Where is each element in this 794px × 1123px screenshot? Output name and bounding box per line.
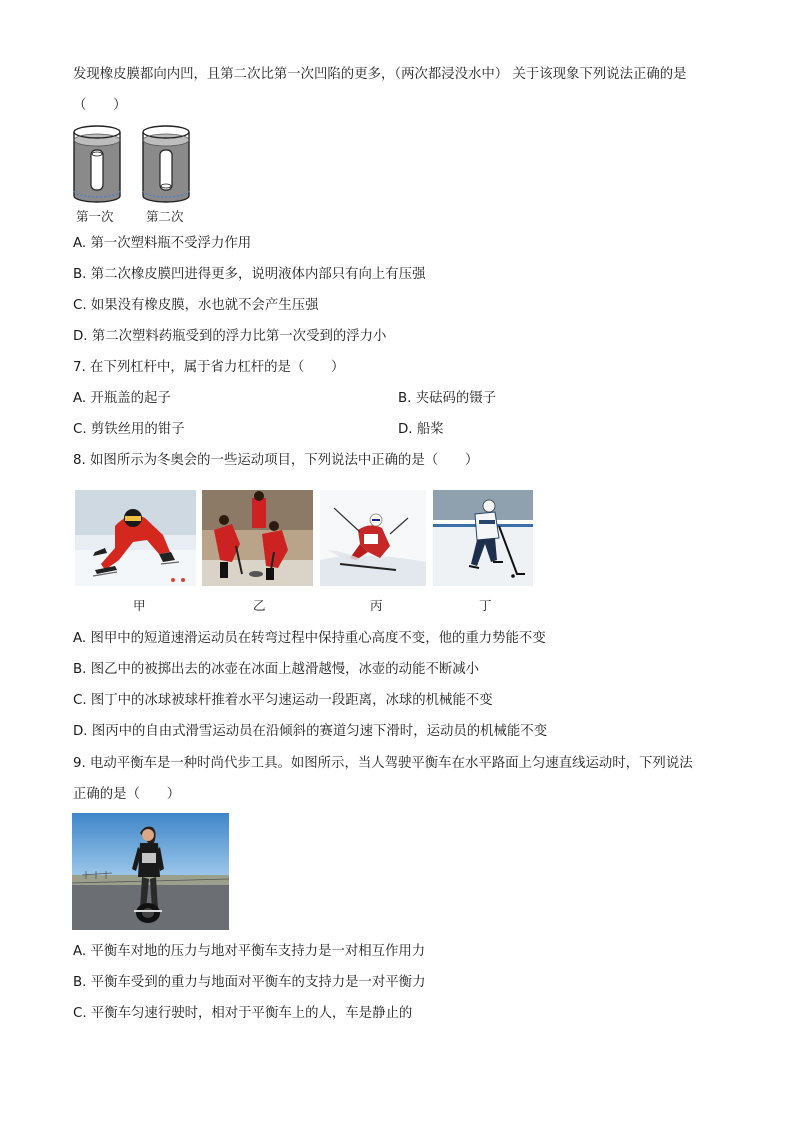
q8-fig-label-2: 乙 — [253, 598, 266, 613]
beaker-2 — [143, 126, 189, 202]
photo-electric-balance-scooter — [72, 813, 229, 930]
q9-stem-line-2: 正确的是（ ） — [73, 787, 181, 802]
q8-option-c: C. 图丁中的冰球被球杆推着水平匀速运动一段距离，冰球的机械能不变 — [73, 693, 493, 708]
q9-option-b: B. 平衡车受到的重力与地面对平衡车的支持力是一对平衡力 — [73, 975, 426, 990]
q7-option-c: C. 剪铁丝用的钳子 — [73, 422, 185, 437]
q9-option-c: C. 平衡车匀速行驶时，相对于平衡车上的人，车是静止的 — [73, 1006, 413, 1021]
q6-option-a: A. 第一次塑料瓶不受浮力作用 — [73, 236, 252, 251]
q7-option-b: B. 夹砝码的镊子 — [398, 391, 497, 406]
q9-option-a: A. 平衡车对地的压力与地对平衡车支持力是一对相互作用力 — [73, 944, 426, 959]
q7-option-d: D. 船桨 — [398, 422, 444, 437]
beaker-1 — [74, 126, 120, 202]
q8-fig-label-1: 甲 — [133, 598, 146, 613]
photo-short-track-skater — [75, 490, 196, 586]
photo-ice-hockey — [433, 490, 533, 586]
q6-beaker-figure — [70, 124, 200, 206]
q6-option-c: C. 如果没有橡皮膜，水也就不会产生压强 — [73, 298, 319, 313]
q9-stem-line-1: 9. 电动平衡车是一种时尚代步工具。如图所示，当人驾驶平衡车在水平路面上匀速直线运动时，下列说法 — [73, 756, 693, 771]
q6-option-d: D. 第二次塑料药瓶受到的浮力比第一次受到的浮力小 — [73, 329, 387, 344]
q8-fig-label-3: 丙 — [370, 598, 383, 613]
q8-fig-label-4: 丁 — [479, 598, 492, 613]
q6-option-b: B. 第二次橡皮膜凹进得更多，说明液体内部只有向上有压强 — [73, 267, 426, 282]
q6-answer-paren: （ ） — [73, 98, 127, 113]
q7-option-a: A. 开瓶盖的起子 — [73, 391, 171, 406]
q7-stem: 7. 在下列杠杆中，属于省力杠杆的是（ ） — [73, 360, 345, 375]
q8-option-a: A. 图甲中的短道速滑运动员在转弯过程中保持重心高度不变，他的重力势能不变 — [73, 631, 546, 646]
q6-fig-label-1: 第一次 — [76, 209, 114, 224]
photo-freestyle-skiing — [320, 490, 426, 586]
q6-stem: 发现橡皮膜都向内凹，且第二次比第一次凹陷的更多，（两次都浸没水中） 关于该现象下列说法正确的是 — [73, 67, 687, 82]
q8-option-b: B. 图乙中的被掷出去的冰壶在冰面上越滑越慢，冰壶的动能不断减小 — [73, 662, 480, 677]
q8-option-d: D. 图丙中的自由式滑雪运动员在沿倾斜的赛道匀速下滑时，运动员的机械能不变 — [73, 724, 548, 739]
q8-stem: 8. 如图所示为冬奥会的一些运动项目，下列说法中正确的是（ ） — [73, 453, 479, 468]
q6-fig-label-2: 第二次 — [146, 209, 184, 224]
photo-curling — [202, 490, 313, 586]
